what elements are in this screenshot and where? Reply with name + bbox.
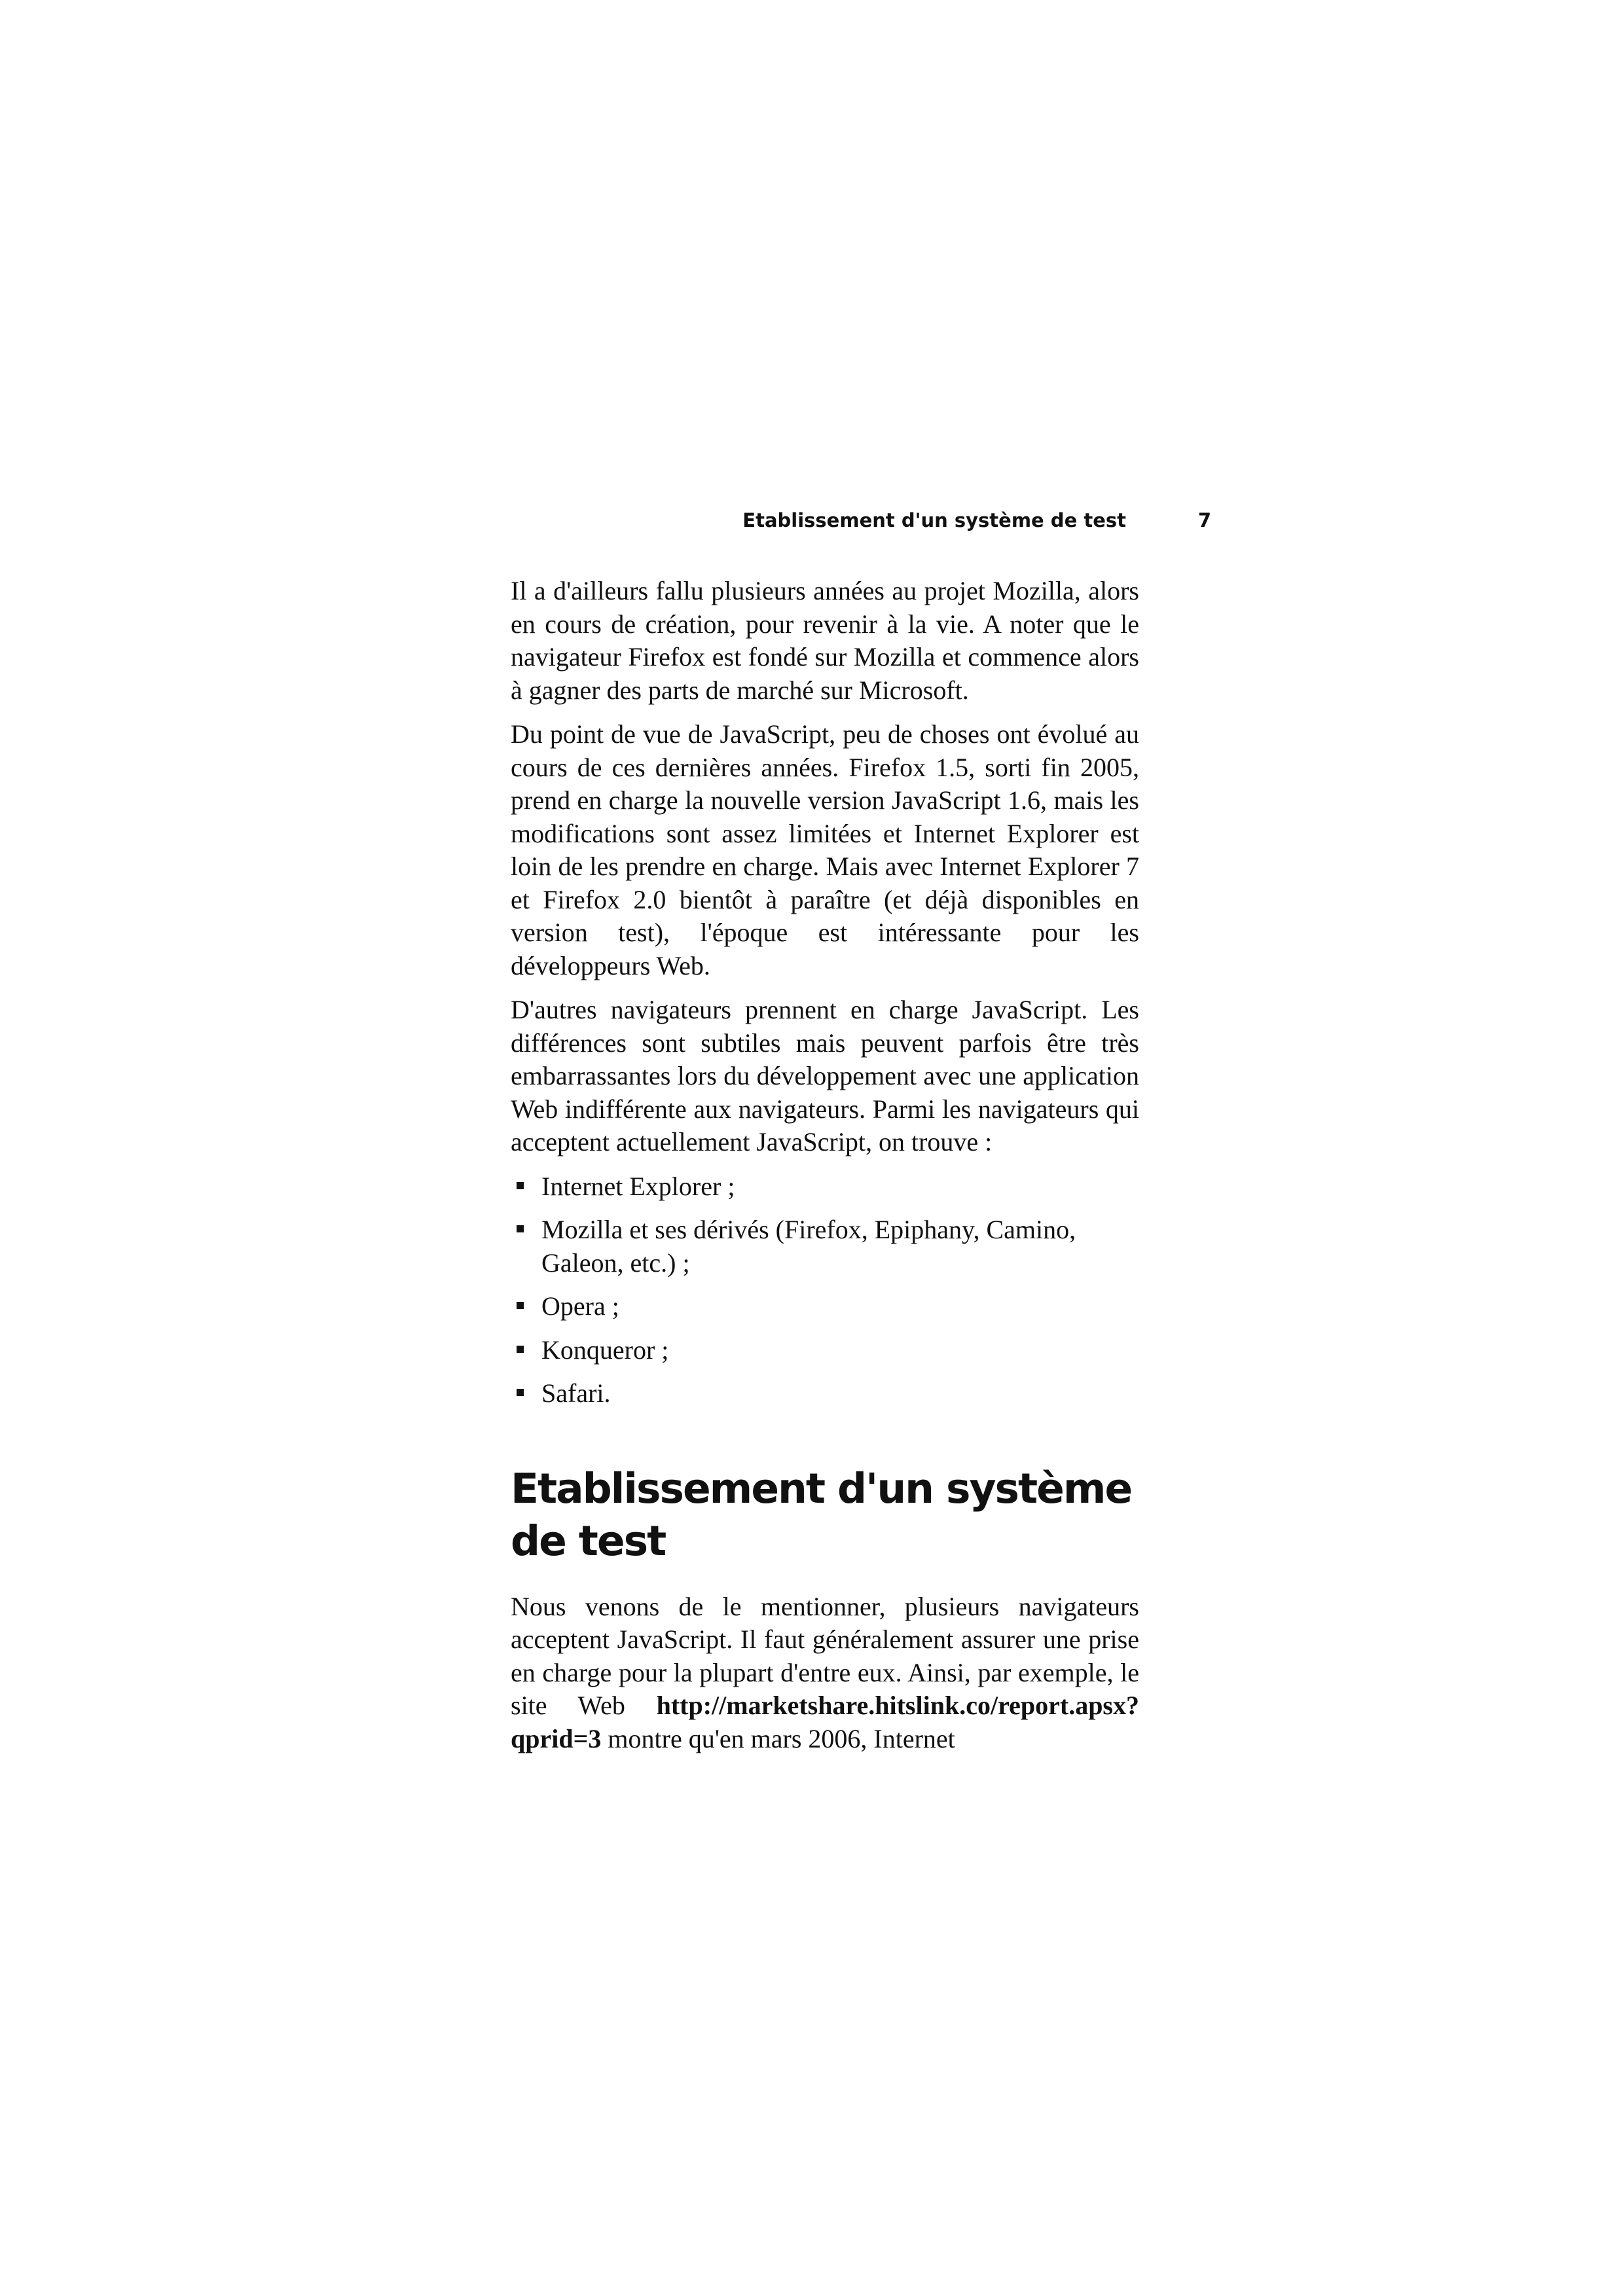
square-bullet-icon: [517, 1302, 524, 1309]
list-item-text: Konqueror ;: [541, 1335, 669, 1365]
list-item: [511, 1334, 1139, 1367]
running-title: Etablissement d'un système de test: [742, 509, 1126, 531]
page-number: 7: [1197, 509, 1211, 531]
list-item-text: Internet Explorer ;: [541, 1171, 735, 1201]
intro-text: Nous venons de le mentionner, plusieurs navigateurs acceptent JavaScript. Il faut généralement assurer une prise en charge pour la plupart d'entre eux. Ainsi, par exemple, le site Web: [511, 1591, 1139, 1720]
list-item-text: Safari.: [541, 1378, 611, 1408]
section-intro-paragraph: [511, 1590, 1139, 1756]
square-bullet-icon: [517, 1389, 524, 1396]
list-item: [511, 1170, 1139, 1204]
url-link[interactable]: http://marketshare.hitslink.co/report.apsx?qprid=3: [511, 1691, 1139, 1753]
list-item: [511, 1213, 1139, 1280]
list-item: [511, 1290, 1139, 1323]
intro-text-continued: montre qu'en mars 2006, Internet: [601, 1723, 955, 1753]
paragraph: Du point de vue de JavaScript, peu de choses ont évolué au cours de ces dernières années. Firefox 1.5, sorti fin 2005, prend en charge la nouvelle version JavaScript 1.6, mais les modifications sont assez limitées et Internet Explorer est loin de les prendre en charge. Mais avec Internet Explorer 7 et Firefox 2.0 bientôt à paraître (et déjà disponibles en version test), l'époque est intéressante pour les développeurs Web.: [511, 719, 1139, 980]
paragraph: D'autres navigateurs prennent en charge JavaScript. Les différences sont subtiles mais peuvent parfois être très embarrassantes lors du développement avec une application Web indifférente aux navigateurs. Parmi les navigateurs qui acceptent actuellement JavaScript, on trouve :: [511, 995, 1139, 1157]
browser-list: [511, 1170, 1139, 1410]
page-body: [511, 575, 1139, 1767]
list-item-text: Opera ;: [541, 1291, 619, 1321]
section-heading: Etablissement d'un système de test: [511, 1464, 1132, 1565]
list-item: [511, 1377, 1139, 1410]
square-bullet-icon: [517, 1225, 524, 1232]
square-bullet-icon: [517, 1182, 524, 1189]
paragraph: Il a d'ailleurs fallu plusieurs années au projet Mozilla, alors en cours de création, pour revenir à la vie. A noter que le navigateur Firefox est fondé sur Mozilla et commence alors à gagner des parts de marché sur Microsoft.: [511, 576, 1139, 705]
page-header: [511, 504, 1211, 537]
square-bullet-icon: [517, 1346, 524, 1353]
list-item-text: Mozilla et ses dérivés (Firefox, Epiphany, Camino, Galeon, etc.) ;: [541, 1215, 1076, 1278]
